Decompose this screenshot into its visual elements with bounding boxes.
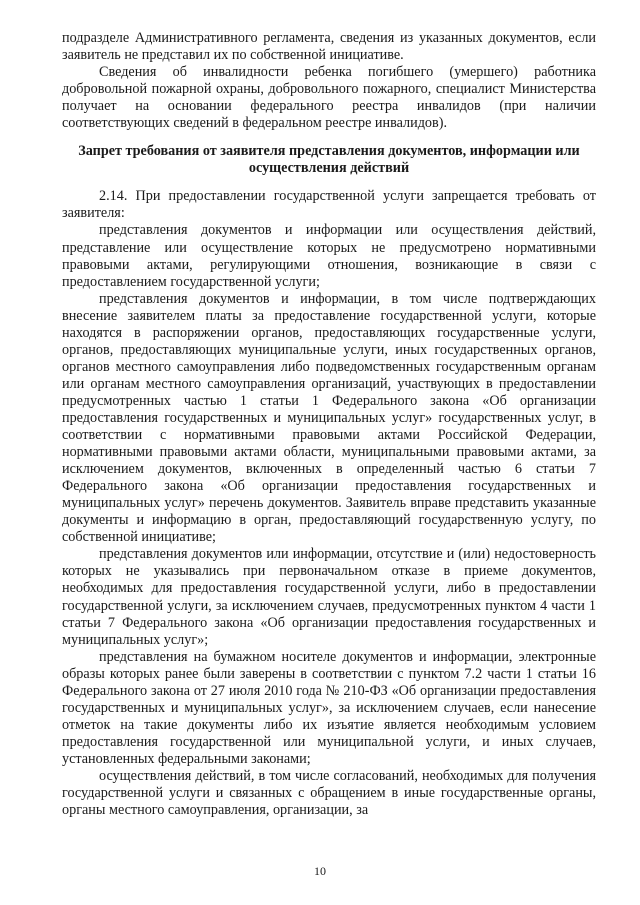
paragraph-2-14: 2.14. При предоставлении государственной услуги запрещается требовать от заявителя:	[62, 188, 596, 222]
paragraph-continuation: подразделе Административного регламента, сведения из указанных документов, если заявитель не представил их по собственной инициативе.	[62, 30, 596, 64]
paragraph-item-2: представления документов и информации, в том числе подтверждающих внесение заявителем платы за предоставление государственной услуги, которые находятся в распоряжении органов, предоставляющих государственные услуги, органов, предоставляющих муниципальные услуги, иных государственных органов, органов местного самоуправления либо подведомственных государственным органам или органам местного самоуправления организаций, участвующих в предоставлении предусмотренных частью 1 статьи 1 Федерального закона «Об организации предоставления государственных и муниципальных услуг» государственных услуг, в соответствии с нормативными правовыми актами Российской Федерации, нормативными правовыми актами области, муниципальными правовыми актами, за исключением документов, включенных в определенный частью 6 статьи 7 Федерального закона «Об организации предоставления государственных и муниципальных услуг» перечень документов. Заявитель вправе представить указанные документы и информацию в орган, предоставляющий государственную услугу, по собственной инициативе;	[62, 290, 596, 546]
page-number: 10	[314, 864, 326, 878]
paragraph-disability-info: Сведения об инвалидности ребенка погибшего (умершего) работника добровольной пожарной охраны, добровольного пожарного, специалист Министерства получает на основании федерального реестра инвалидов (при наличии соответствующих сведений в федеральном реестре инвалидов).	[62, 64, 596, 132]
paragraph-item-3: представления документов или информации, отсутствие и (или) недостоверность которых не указывались при первоначальном отказе в приеме документов, необходимых для предоставления государственной услуги, либо в предоставлении государственной услуги, за исключением случаев, предусмотренных пунктом 4 части 1 статьи 7 Федерального закона «Об организации предоставления государственных и муниципальных услуг»;	[62, 546, 596, 648]
section-heading: Запрет требования от заявителя представления документов, информации или осуществления действий	[78, 143, 580, 177]
paragraph-item-1: представления документов и информации или осуществления действий, представление или осуществление которых не предусмотрено нормативными правовыми актами, регулирующими отношения, возникающие в связи с предоставлением государственной услуги;	[62, 222, 596, 290]
paragraph-item-5: осуществления действий, в том числе согласований, необходимых для получения государственной услуги и связанных с обращением в иные государственные органы, органы местного самоуправления, организации, за	[62, 767, 596, 819]
document-page	[62, 30, 596, 819]
paragraph-item-4: представления на бумажном носителе документов и информации, электронные образы которых ранее были заверены в соответствии с пунктом 7.2 части 1 статьи 16 Федерального закона от 27 июля 2010 года № 210-ФЗ «Об организации предоставления государственных и муниципальных услуг», за исключением случаев, если нанесение отметок на такие документы либо их изъятие является необходимым условием предоставления государственной или муниципальной услуги, и иных случаев, установленных федеральными законами;	[62, 648, 596, 767]
